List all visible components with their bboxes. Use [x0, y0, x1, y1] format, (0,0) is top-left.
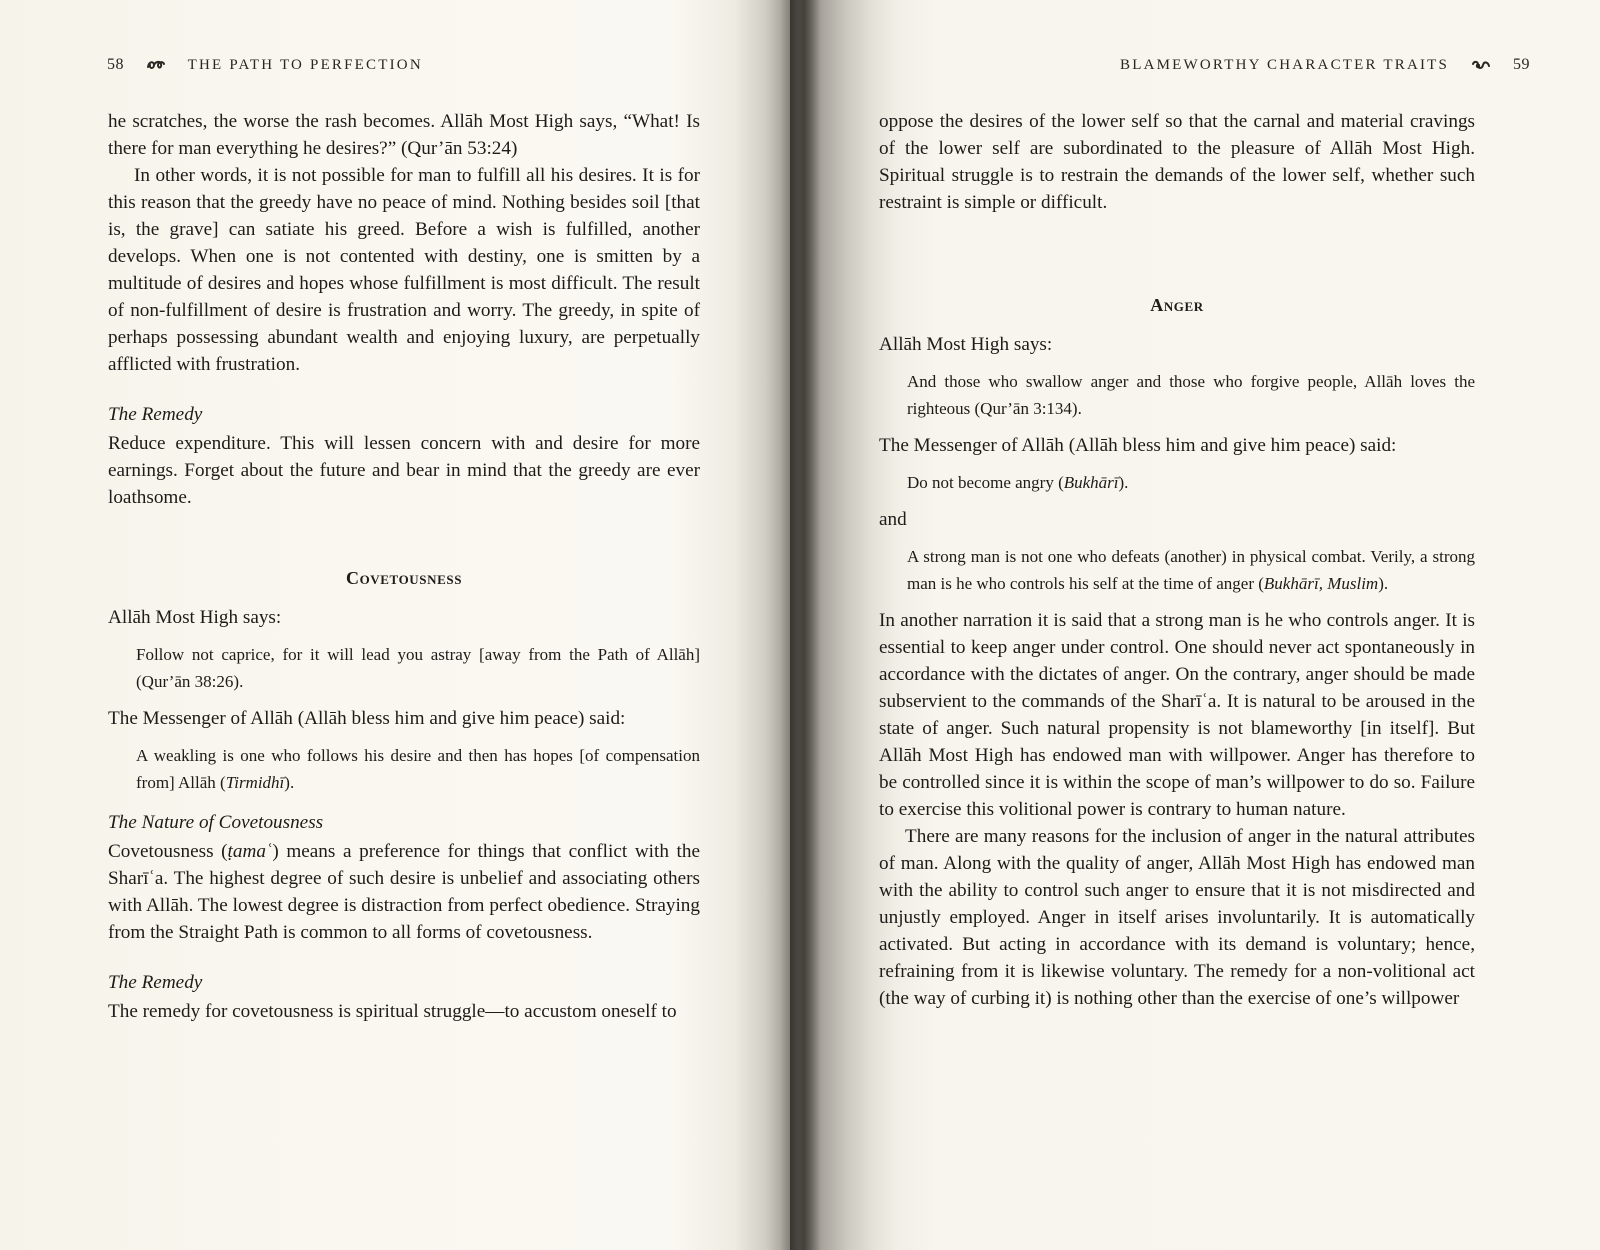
subheading-remedy: The Remedy [108, 972, 203, 993]
quote-source: Bukhārī [1063, 473, 1119, 492]
running-head-title-left: THE PATH TO PERFECTION [187, 57, 423, 73]
quote-end: ). [1118, 473, 1129, 492]
paragraph: Reduce expenditure. This will lessen concern with and desire for more earnings. Forget about the future and bear in mind that the greedy are ever loathsome. [108, 433, 700, 508]
paragraph [108, 838, 700, 946]
fleuron-ornament-icon [1471, 56, 1491, 74]
quote-text: Do not become angry ( [907, 473, 1064, 492]
term: ṭamaʿ [227, 841, 273, 862]
left-page-text [108, 108, 700, 1025]
text-run: Covetousness ( [108, 841, 228, 862]
block-quote: And those who swallow anger and those who forgive people, Allāh loves the righteous (Qur’ān 3:134). [907, 372, 1475, 418]
paragraph: and [879, 509, 907, 530]
fleuron-ornament-icon [146, 56, 166, 74]
section-title-covetousness: Covetousness [345, 568, 463, 588]
quote-source: Tirmidhī [225, 773, 285, 792]
book-gutter [780, 0, 820, 1250]
paragraph: Allāh Most High says: [879, 334, 1053, 355]
page-number-left: 58 [107, 56, 124, 73]
right-page-text [879, 108, 1475, 1012]
page-number-right: 59 [1513, 56, 1530, 73]
quote-end: ). [284, 773, 295, 792]
paragraph: In other words, it is not possible for man to fulfill all his desires. It is for this reason that the greedy have no peace of mind. Nothing besides soil [that is, the grave] can satiate his greed. Before a wish is fulfilled, another develops. When one is not contented with destiny, one is smitten by a multitude of desires and hopes whose fulfillment is most difficult. The result of non-fulfillment of desire is frustration and worry. The greedy, in spite of perhaps possessing abundant wealth and enjoying luxury, are perpetually afflicted with frustration. [108, 165, 700, 375]
block-quote: Follow not caprice, for it will lead you astray [away from the Path of Allāh] (Qur’ān 38:26). [136, 645, 700, 691]
paragraph: oppose the desires of the lower self so that the carnal and material cravings of the lower self are subordinated to the pleasure of Allāh Most High. Spiritual struggle is to restrain the demands of the lower self, whether such restraint is simple or difficult. [879, 111, 1475, 213]
paragraph: The remedy for covetousness is spiritual struggle—to accustom oneself to [108, 1001, 677, 1022]
block-quote [907, 469, 1475, 496]
running-head-title-right: BLAMEWORTHY CHARACTER TRAITS [1120, 57, 1450, 73]
right-page [790, 0, 1600, 1250]
left-page [0, 0, 790, 1250]
text-run: ) means a preference for things that conflict with the Sharīʿa. The highest degree of such desire is unbelief and associating others with Allāh. The lowest degree is distraction from perfect obedience. Straying from the Straight Path is common to all forms of covetousness. [108, 841, 700, 943]
paragraph: The Messenger of Allāh (Allāh bless him and give him peace) said: [879, 435, 1397, 456]
quote-text: A strong man is not one who defeats (another) in physical combat. Verily, a strong man is he who controls his self at the time of anger ( [907, 547, 1475, 593]
block-quote [136, 742, 700, 796]
quote-text: A weakling is one who follows his desire and then has hopes [of compensation from] Allāh ( [136, 746, 700, 792]
paragraph: Allāh Most High says: [108, 607, 282, 628]
left-running-head [107, 56, 423, 74]
right-running-head [1120, 56, 1530, 74]
paragraph: There are many reasons for the inclusion of anger in the natural attributes of man. Along with the quality of anger, Allāh Most High has endowed man with the ability to control such anger to ensure that it is not misdirected and unjustly employed. Anger in itself arises involuntarily. It is automatically activated. But acting in accordance with its demand is voluntary; hence, refraining from it is likewise voluntary. The remedy for a non-volitional act (the way of curbing it) is nothing other than the exercise of one’s willpower [879, 826, 1475, 1009]
quote-end: ). [1378, 574, 1389, 593]
block-quote [907, 543, 1475, 597]
quote-source: Bukhārī, Muslim [1263, 574, 1379, 593]
subheading-remedy: The Remedy [108, 404, 203, 425]
paragraph: The Messenger of Allāh (Allāh bless him and give him peace) said: [108, 708, 626, 729]
subheading-nature-of-covetousness: The Nature of Covetousness [108, 812, 324, 833]
section-title-anger: Anger [1150, 295, 1204, 315]
paragraph: he scratches, the worse the rash becomes. Allāh Most High says, “What! Is there for man everything he desires?” (Qur’ān 53:24) [108, 111, 700, 159]
paragraph: In another narration it is said that a strong man is he who controls anger. It is essential to keep anger under control. One should never act spontaneously in accordance with the dictates of anger. On the contrary, anger should be made subservient to the commands of the Sharīʿa. It is natural to be aroused in the state of anger. Such natural propensity is not blameworthy [in itself]. But Allāh Most High has endowed man with willpower. Anger has therefore to be controlled since it is within the scope of man’s willpower to do so. Failure to exercise this volitional power is contrary to human nature. [879, 610, 1475, 820]
